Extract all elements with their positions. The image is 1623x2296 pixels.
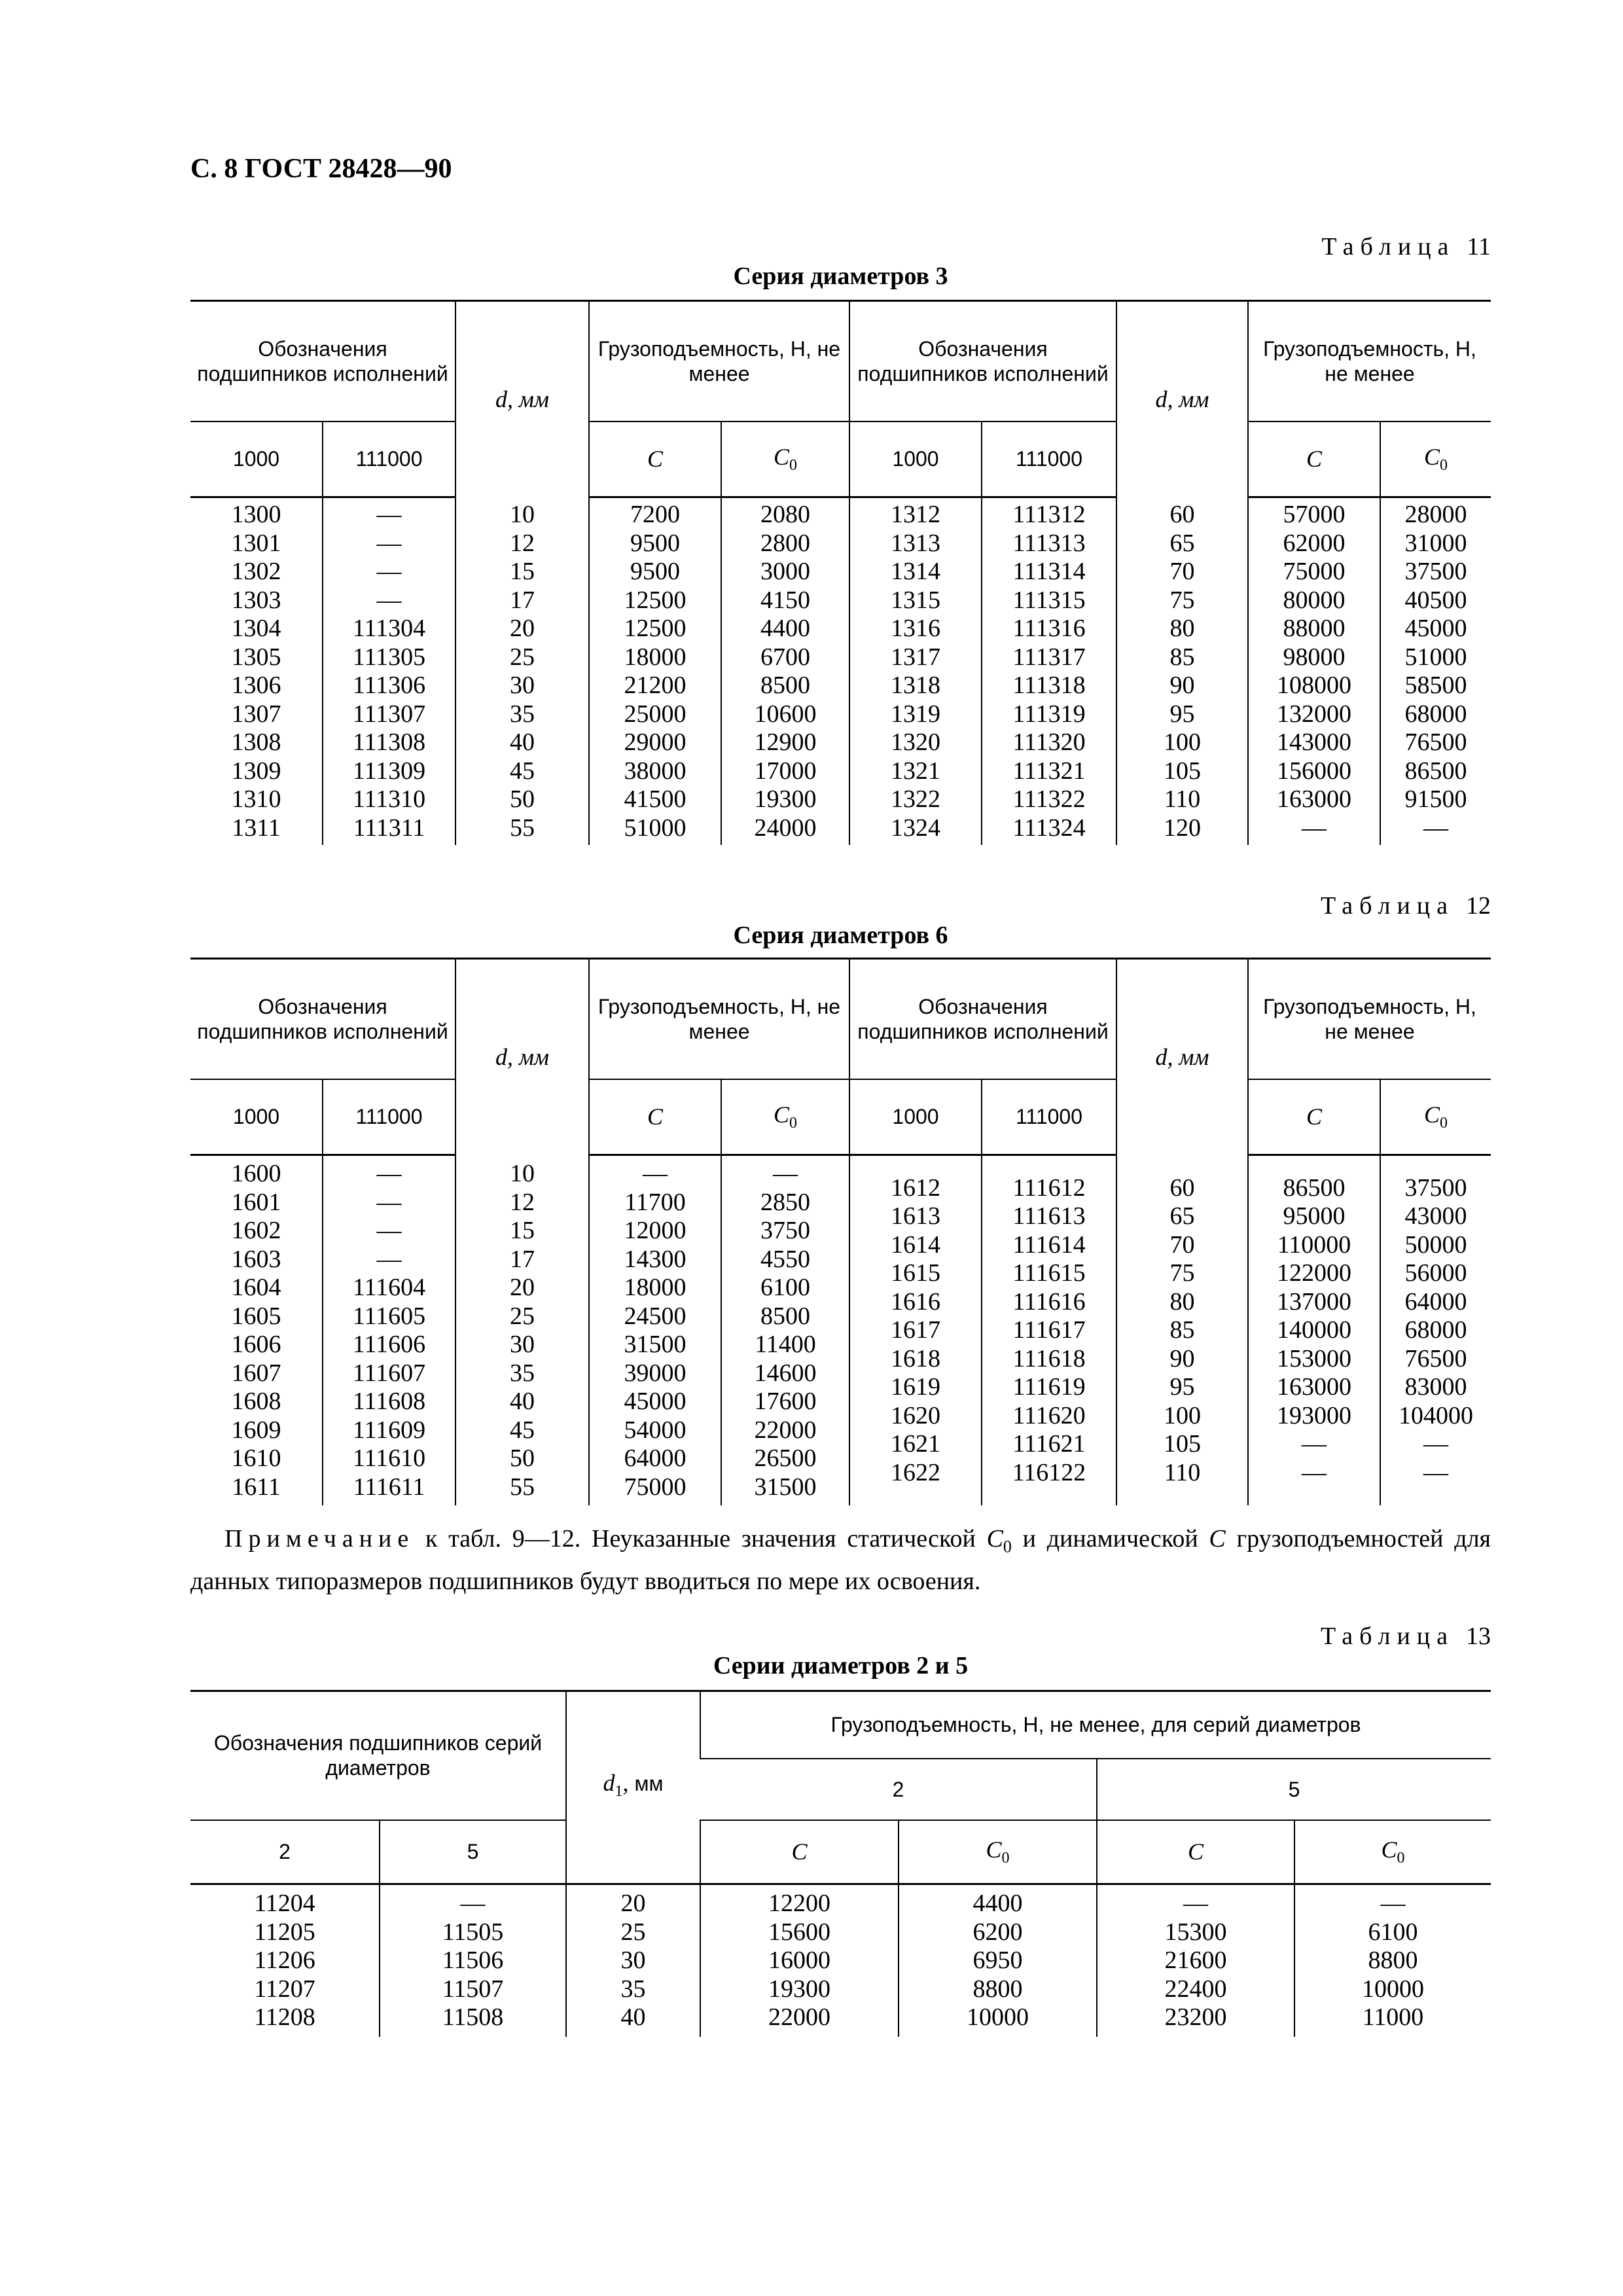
- note-label: Примечание: [224, 1525, 415, 1552]
- col-d: 10 12 15 17 20 25 30 35 40 45 50 55: [455, 1156, 589, 1505]
- header-c: C: [589, 422, 721, 497]
- col-d-2: 60 65 70 75 80 85 90 95 100 105 110: [1116, 1156, 1248, 1505]
- header-d-2: [1116, 301, 1248, 497]
- col-1000-2: 1612 1613 1614 1615 1616 1617 1618 1619 1620 1621 1622: [849, 1156, 982, 1505]
- col-c-2: 12200 15600 16000 19300 22000: [700, 1885, 899, 2037]
- col-c0-5: — 6100 8800 10000 11000: [1294, 1885, 1491, 2037]
- header-c-5: C: [1097, 1820, 1294, 1884]
- header-designations: Обозначения подшипников исполнений: [190, 959, 455, 1079]
- header-c: C: [589, 1079, 721, 1155]
- table-word: Таблица: [1320, 1623, 1454, 1650]
- header-1000: 1000: [190, 422, 323, 497]
- header-c0-2: $C_0$: [1380, 422, 1491, 497]
- header-c0-2: $C_0$: [1380, 1079, 1491, 1155]
- table-word: Таблица: [1321, 233, 1455, 260]
- col-c0-2: 28000 31000 37500 40500 45000 51000 58500 68000 76500 86500 91500 —: [1380, 498, 1491, 845]
- header-d1: $d_1$, мм: [566, 1691, 700, 1884]
- table-11-label: [1321, 232, 1491, 261]
- header-series-2: 2: [700, 1759, 1097, 1820]
- header-111000-2: 111000: [982, 422, 1116, 497]
- header-111000: 111000: [323, 1079, 455, 1155]
- table-number: 13: [1466, 1623, 1491, 1650]
- note-c0-sub: 0: [1003, 1537, 1012, 1556]
- table-13-label: [1321, 1622, 1491, 1651]
- table-12: [190, 958, 1491, 1505]
- col-111000: — — — — 111604 111605 111606 111607 111608 111609 111610 111611: [323, 1156, 455, 1505]
- header-1000-2: 1000: [849, 422, 982, 497]
- table-word: Таблица: [1320, 892, 1454, 920]
- col-c-2: 57000 62000 75000 80000 88000 98000 108000 132000 143000 156000 163000 —: [1248, 498, 1380, 845]
- table-13-title: Серии диаметров 2 и 5: [713, 1652, 969, 1679]
- header-c-2: C: [1248, 1079, 1380, 1155]
- header-col-2: 2: [190, 1820, 380, 1884]
- col-1000: 1300 1301 1302 1303 1304 1305 1306 1307 1308 1309 1310 1311: [231, 501, 281, 842]
- col-111000: — — — — 111304 111305 111306 111307 111308 111309 111310 111311: [323, 498, 455, 845]
- header-c0: $C_0$: [721, 1079, 849, 1155]
- table-11: [190, 300, 1491, 845]
- header-c-2: C: [700, 1820, 899, 1884]
- col-1000: 1600 1601 1602 1603 1604 1605 1606 1607 1608 1609 1610 1611: [231, 1160, 281, 1501]
- note-ref: к табл. 9—12.: [425, 1525, 581, 1552]
- header-designations-2: Обозначения подшипников исполнений: [849, 959, 1116, 1079]
- col-d-2: 60 65 70 75 80 85 90 95 100 105 110 120: [1116, 498, 1248, 845]
- note: [190, 1522, 1491, 1598]
- col-c0-2: 37500 43000 50000 56000 64000 68000 76500 83000 104000 — —: [1380, 1156, 1491, 1505]
- header-d-text-2: d, мм: [1155, 386, 1209, 413]
- note-text-after: грузоподъемностей для данных типоразмеров подшипников будут вводиться по мере их освоения.: [190, 1525, 1491, 1595]
- table-number: 12: [1466, 892, 1491, 920]
- col-c-2: 86500 95000 110000 122000 137000 140000 153000 163000 193000 — —: [1248, 1156, 1380, 1505]
- col-111000-2: 111312 111313 111314 111315 111316 111317 111318 111319 111320 111321 111322 111324: [982, 498, 1116, 845]
- col-c0: 2080 2800 3000 4150 4400 6700 8500 10600 12900 17000 19300 24000: [721, 498, 849, 845]
- col-111000-2: 111612 111613 111614 111615 111616 111617 111618 111619 111620 111621 116122: [982, 1156, 1116, 1505]
- header-d-2: [1116, 959, 1248, 1155]
- table-11-title: Серия диаметров 3: [733, 262, 948, 290]
- col-c0-2: 4400 6200 6950 8800 10000: [899, 1885, 1097, 2037]
- col-d: 10 12 15 17 20 25 30 35 40 45 50 55: [455, 498, 589, 845]
- page-header: С. 8 ГОСТ 28428—90: [190, 154, 452, 184]
- col-c-5: — 15300 21600 22400 23200: [1097, 1885, 1294, 2037]
- col-series-5: — 11505 11506 11507 11508: [380, 1885, 566, 2037]
- note-c: C: [1209, 1525, 1226, 1552]
- col-c: 7200 9500 9500 12500 12500 18000 21200 25000 29000 38000 41500 51000: [589, 498, 721, 845]
- header-capacity: Грузоподъемность, Н, не менее: [589, 959, 849, 1079]
- header-111000-2: 111000: [982, 1079, 1116, 1155]
- header-designations: Обозначения подшипников серий диаметров: [190, 1691, 566, 1820]
- header-col-5: 5: [380, 1820, 566, 1884]
- header-c0: $C_0$: [721, 422, 849, 497]
- note-c0-letter: C: [986, 1525, 1003, 1552]
- header-c0-2: $C_0$: [899, 1820, 1097, 1884]
- header-d: [455, 301, 589, 497]
- col-c: — 11700 12000 14300 18000 24500 31500 39000 45000 54000 64000 75000: [589, 1156, 721, 1505]
- table-12-title: Серия диаметров 6: [733, 922, 948, 949]
- note-text-before: Неуказанные значения статической: [592, 1525, 976, 1552]
- header-1000-2: 1000: [849, 1079, 982, 1155]
- col-c0: — 2850 3750 4550 6100 8500 11400 14600 17600 22000 26500 31500: [721, 1156, 849, 1505]
- header-series-5: 5: [1097, 1759, 1491, 1820]
- header-designations-2: Обозначения подшипников исполнений: [849, 301, 1116, 422]
- header-111000: 111000: [323, 422, 455, 497]
- note-text-mid: и динамической: [1022, 1525, 1198, 1552]
- header-c0-5: $C_0$: [1294, 1820, 1491, 1884]
- header-capacity: Грузоподъемность, Н, не менее: [589, 301, 849, 422]
- header-capacity-2: Грузоподъемность, Н, не менее: [1248, 301, 1491, 422]
- note-c0: [986, 1525, 1012, 1556]
- col-series-2: 11204 11205 11206 11207 11208: [254, 1890, 315, 2032]
- header-d-text: d, мм: [495, 1044, 549, 1071]
- header-c-2: C: [1248, 422, 1380, 497]
- table-12-label: [1321, 891, 1491, 920]
- col-1000-2: 1312 1313 1314 1315 1316 1317 1318 1319 1320 1321 1322 1324: [849, 498, 982, 845]
- header-d-text: d, мм: [495, 386, 549, 413]
- table-number: 11: [1467, 233, 1491, 260]
- header-capacity: Грузоподъемность, Н, не менее, для серий диаметров: [700, 1691, 1491, 1759]
- header-designations: Обозначения подшипников исполнений: [190, 301, 455, 422]
- header-capacity-2: Грузоподъемность, Н, не менее: [1248, 959, 1491, 1079]
- header-1000: 1000: [190, 1079, 323, 1155]
- header-d: [455, 959, 589, 1155]
- header-d-text-2: d, мм: [1155, 1044, 1209, 1071]
- col-d1: 20 25 30 35 40: [566, 1885, 700, 2037]
- table-13: [190, 1690, 1491, 2037]
